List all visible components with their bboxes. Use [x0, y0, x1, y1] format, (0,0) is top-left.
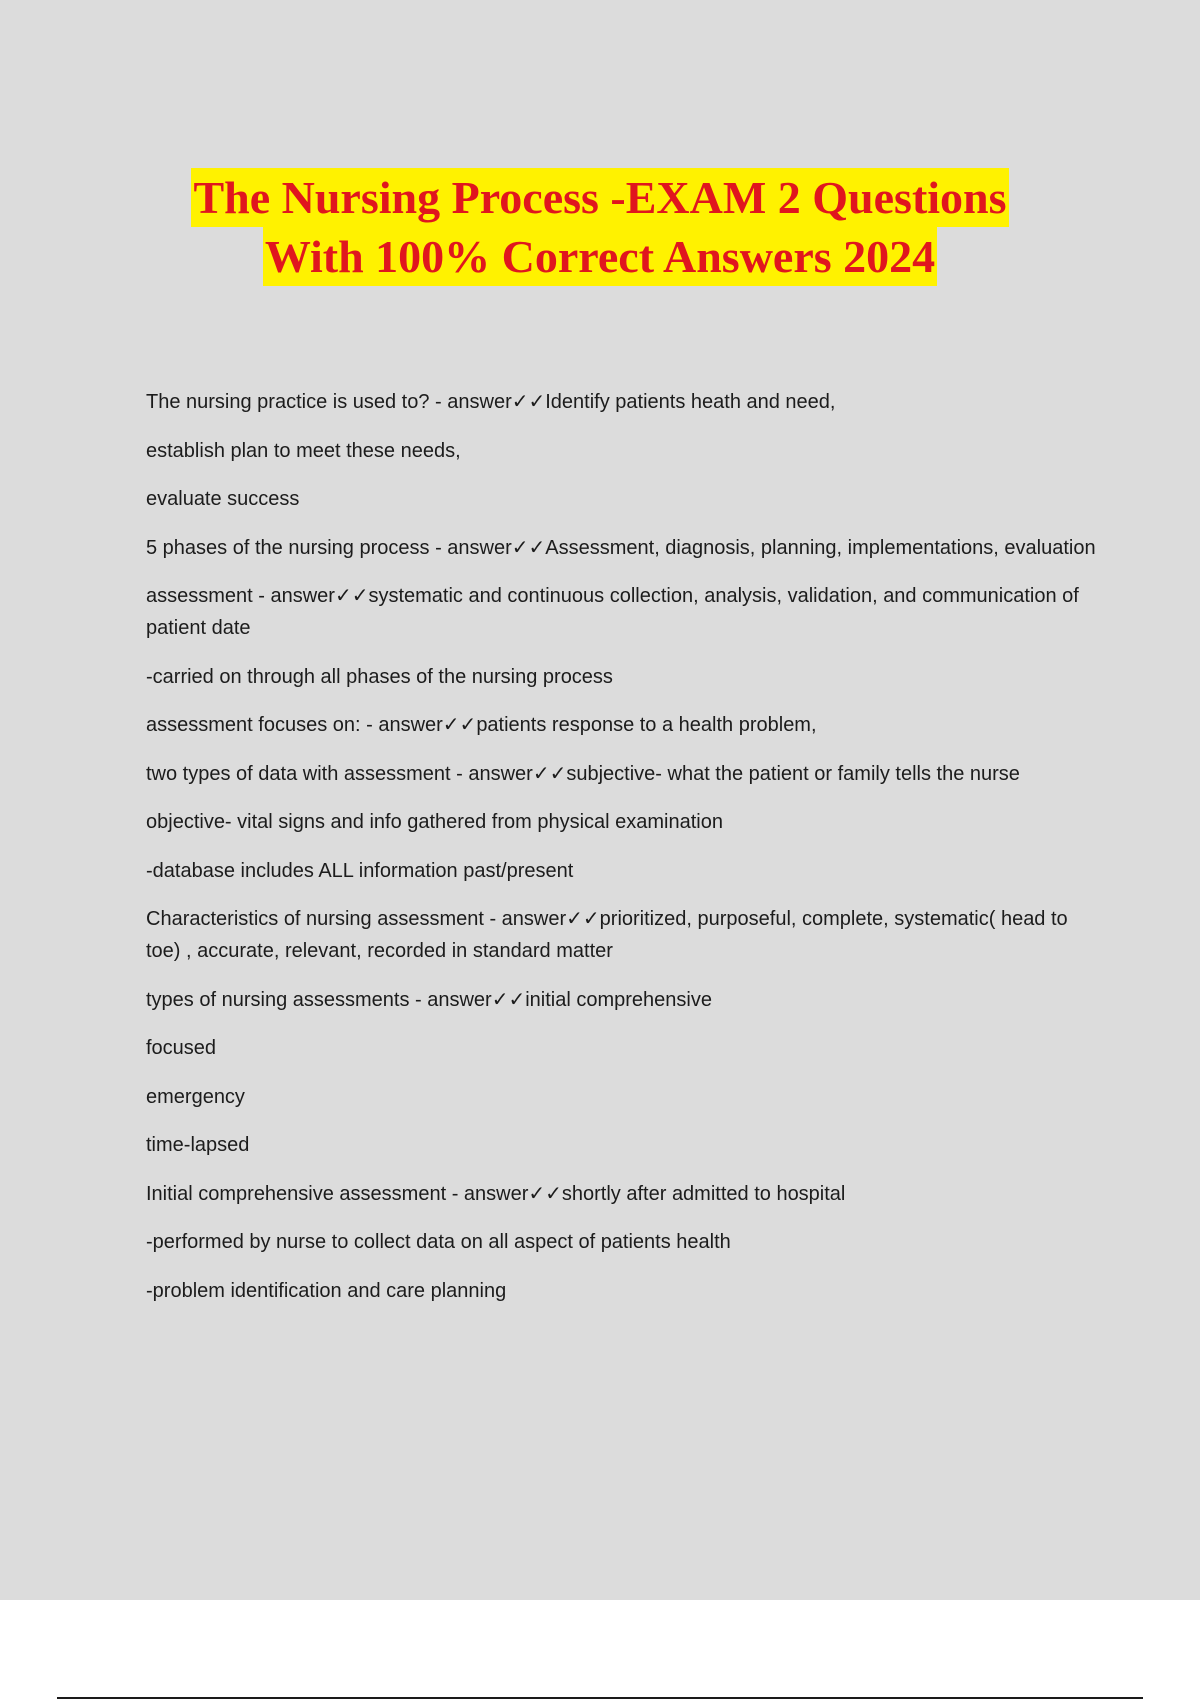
body-paragraph: -database includes ALL information past/present	[146, 859, 574, 882]
body-paragraph: assessment - answer✓✓systematic and continuous collection, analysis, validation, and communication of patient date	[146, 585, 1079, 639]
body-paragraph: -problem identification and care planning	[146, 1279, 507, 1302]
body-paragraph: objective- vital signs and info gathered from physical examination	[146, 811, 723, 833]
body-paragraph: -performed by nurse to collect data on all aspect of patients health	[146, 1231, 731, 1253]
body-paragraph: The nursing practice is used to? - answer✓✓Identify patients heath and need,	[146, 391, 836, 413]
body-paragraph: time-lapsed	[146, 1134, 250, 1156]
body-paragraph: focused	[146, 1037, 217, 1059]
body-paragraph: Initial comprehensive assessment - answer✓✓shortly after admitted to hospital	[146, 1182, 846, 1205]
body-paragraph: Characteristics of nursing assessment - answer✓✓prioritized, purposeful, complete, systematic( head to toe) , accurate, relevant, recorded in standard matter	[146, 908, 1068, 962]
title-line-2: With 100% Correct Answers 2024	[263, 227, 937, 286]
body-paragraph: assessment focuses on: - answer✓✓patients response to a health problem,	[146, 714, 817, 736]
body-paragraph: types of nursing assessments - answer✓✓initial comprehensive	[146, 988, 712, 1011]
document-title	[0, 168, 1200, 286]
body-paragraph: -carried on through all phases of the nursing process	[146, 665, 613, 688]
footer-divider	[57, 1697, 1143, 1699]
body-paragraph: evaluate success	[146, 488, 300, 510]
document-body	[146, 386, 1096, 1323]
body-paragraph: establish plan to meet these needs,	[146, 439, 461, 462]
body-paragraph: two types of data with assessment - answer✓✓subjective- what the patient or family tells the nurse	[146, 762, 1020, 785]
body-paragraph: emergency	[146, 1085, 245, 1108]
body-paragraph: 5 phases of the nursing process - answer✓✓Assessment, diagnosis, planning, implementations, evaluation	[146, 536, 1096, 559]
title-line-1: The Nursing Process -EXAM 2 Questions	[191, 168, 1008, 227]
